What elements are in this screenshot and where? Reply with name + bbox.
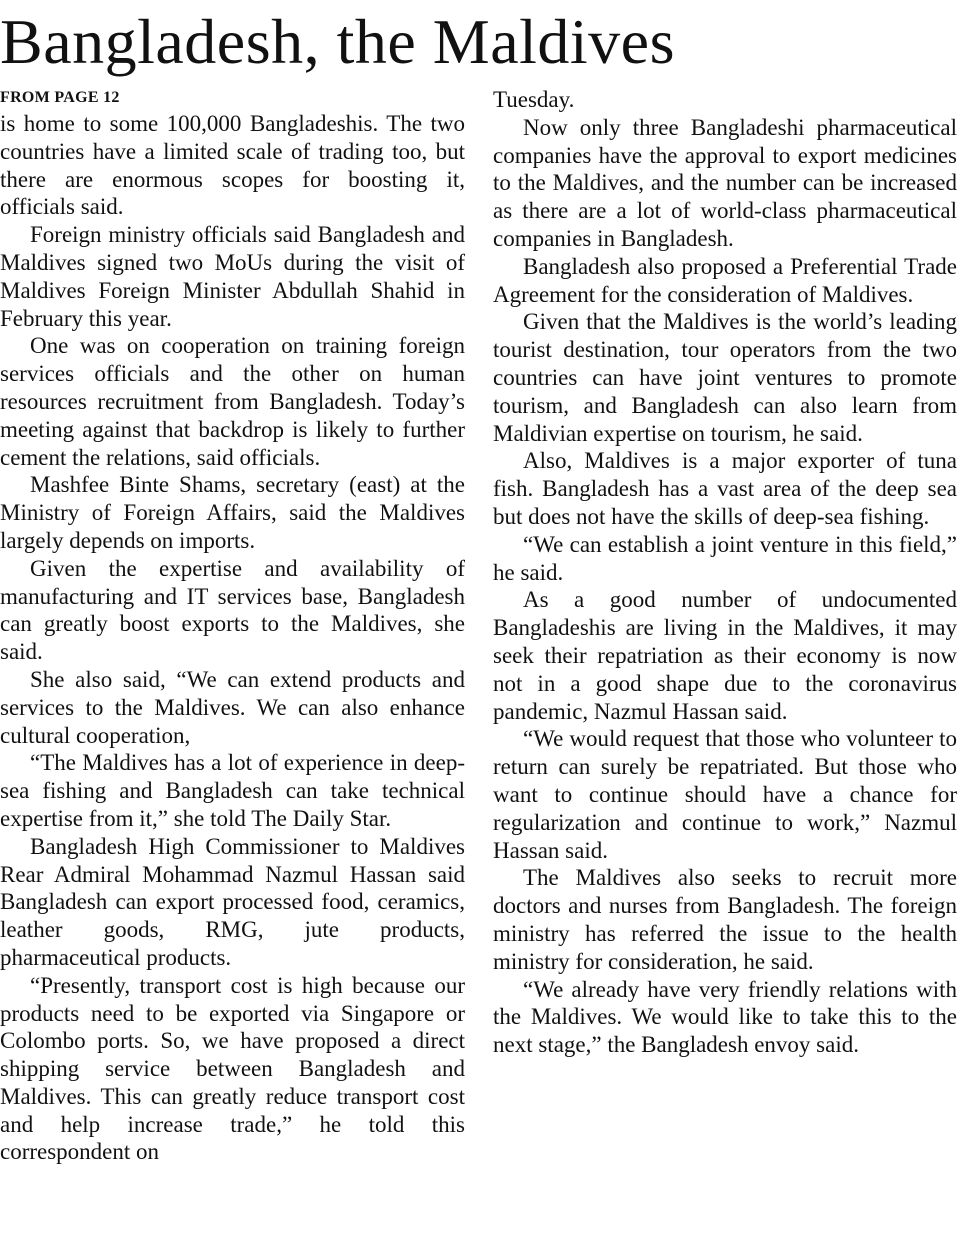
paragraph: Also, Maldives is a major exporter of tuna fish. Bangladesh has a vast area of the deep sea but does not have the skills of deep-sea fishing. [493,448,957,529]
paragraph: She also said, “We can extend products and services to the Maldives. We can also enhance cultural cooperation, [0,666,465,748]
article-column-left [0,110,465,1166]
paragraph: The Maldives also seeks to recruit more doctors and nurses from Bangladesh. The foreign ministry has referred the issue to the health ministry for consideration, he said. [493,865,957,974]
paragraph: As a good number of undocumented Bangladeshis are living in the Maldives, it may seek their repatriation as their economy is now not in a good shape due to the coronavirus pandemic, Nazmul Hassan said. [493,587,957,724]
paragraph: “We would request that those who volunteer to return can surely be repatriated. But those who want to continue should have a chance for regularization and continue to work,” Nazmul Hassan said. [493,726,957,863]
paragraph: One was on cooperation on training foreign services officials and the other on human resources recruitment from Bangladesh. Today’s meeting against that backdrop is likely to further cement the relations, said officials. [0,333,465,470]
paragraph: Given the expertise and availability of manufacturing and IT services base, Bangladesh can greatly boost exports to the Maldives, she said. [0,555,465,665]
paragraph: Bangladesh also proposed a Preferential Trade Agreement for the consideration of Maldives. [493,253,957,307]
paragraph: is home to some 100,000 Bangladeshis. The two countries have a limited scale of trading too, but there are enormous scopes for boosting it, officials said. [0,111,465,220]
paragraph: Foreign ministry officials said Bangladesh and Maldives signed two MoUs during the visit of Maldives Foreign Minister Abdullah Shahid in February this year. [0,222,465,331]
headline: Bangladesh, the Maldives [0,6,675,77]
paragraph: “We can establish a joint venture in this field,” he said. [493,531,957,585]
paragraph: Now only three Bangladeshi pharmaceutical companies have the approval to export medicines to the Maldives, and the number can be increased as there are a lot of world-class pharmaceutical companies in Bangladesh. [493,114,957,251]
paragraph: “Presently, transport cost is high because our products need to be exported via Singapore or Colombo ports. So, we have proposed a direct shipping service between Bangladesh and Maldives. This can greatly reduce transport cost and help increase trade,” he told this correspondent on [0,972,465,1165]
jump-line: FROM PAGE 12 [0,89,120,106]
paragraph: “We already have very friendly relations with the Maldives. We would like to take this to the next stage,” the Bangladesh envoy said. [493,976,957,1058]
paragraph: Bangladesh High Commissioner to Maldives Rear Admiral Mohammad Nazmul Hassan said Bangladesh can export processed food, ceramics, leather goods, RMG, jute products, pharmaceutical products. [0,833,465,970]
article-column-right [493,86,957,1059]
paragraph: “The Maldives has a lot of experience in deep-sea fishing and Bangladesh can take technical expertise from it,” she told The Daily Star. [0,750,465,831]
paragraph: Tuesday. [493,87,575,112]
paragraph: Given that the Maldives is the world’s leading tourist destination, tour operators from the two countries can have joint ventures to promote tourism, and Bangladesh can also learn from Maldivian expertise on tourism, he said. [493,309,957,446]
paragraph: Mashfee Binte Shams, secretary (east) at the Ministry of Foreign Affairs, said the Maldives largely depends on imports. [0,472,465,553]
